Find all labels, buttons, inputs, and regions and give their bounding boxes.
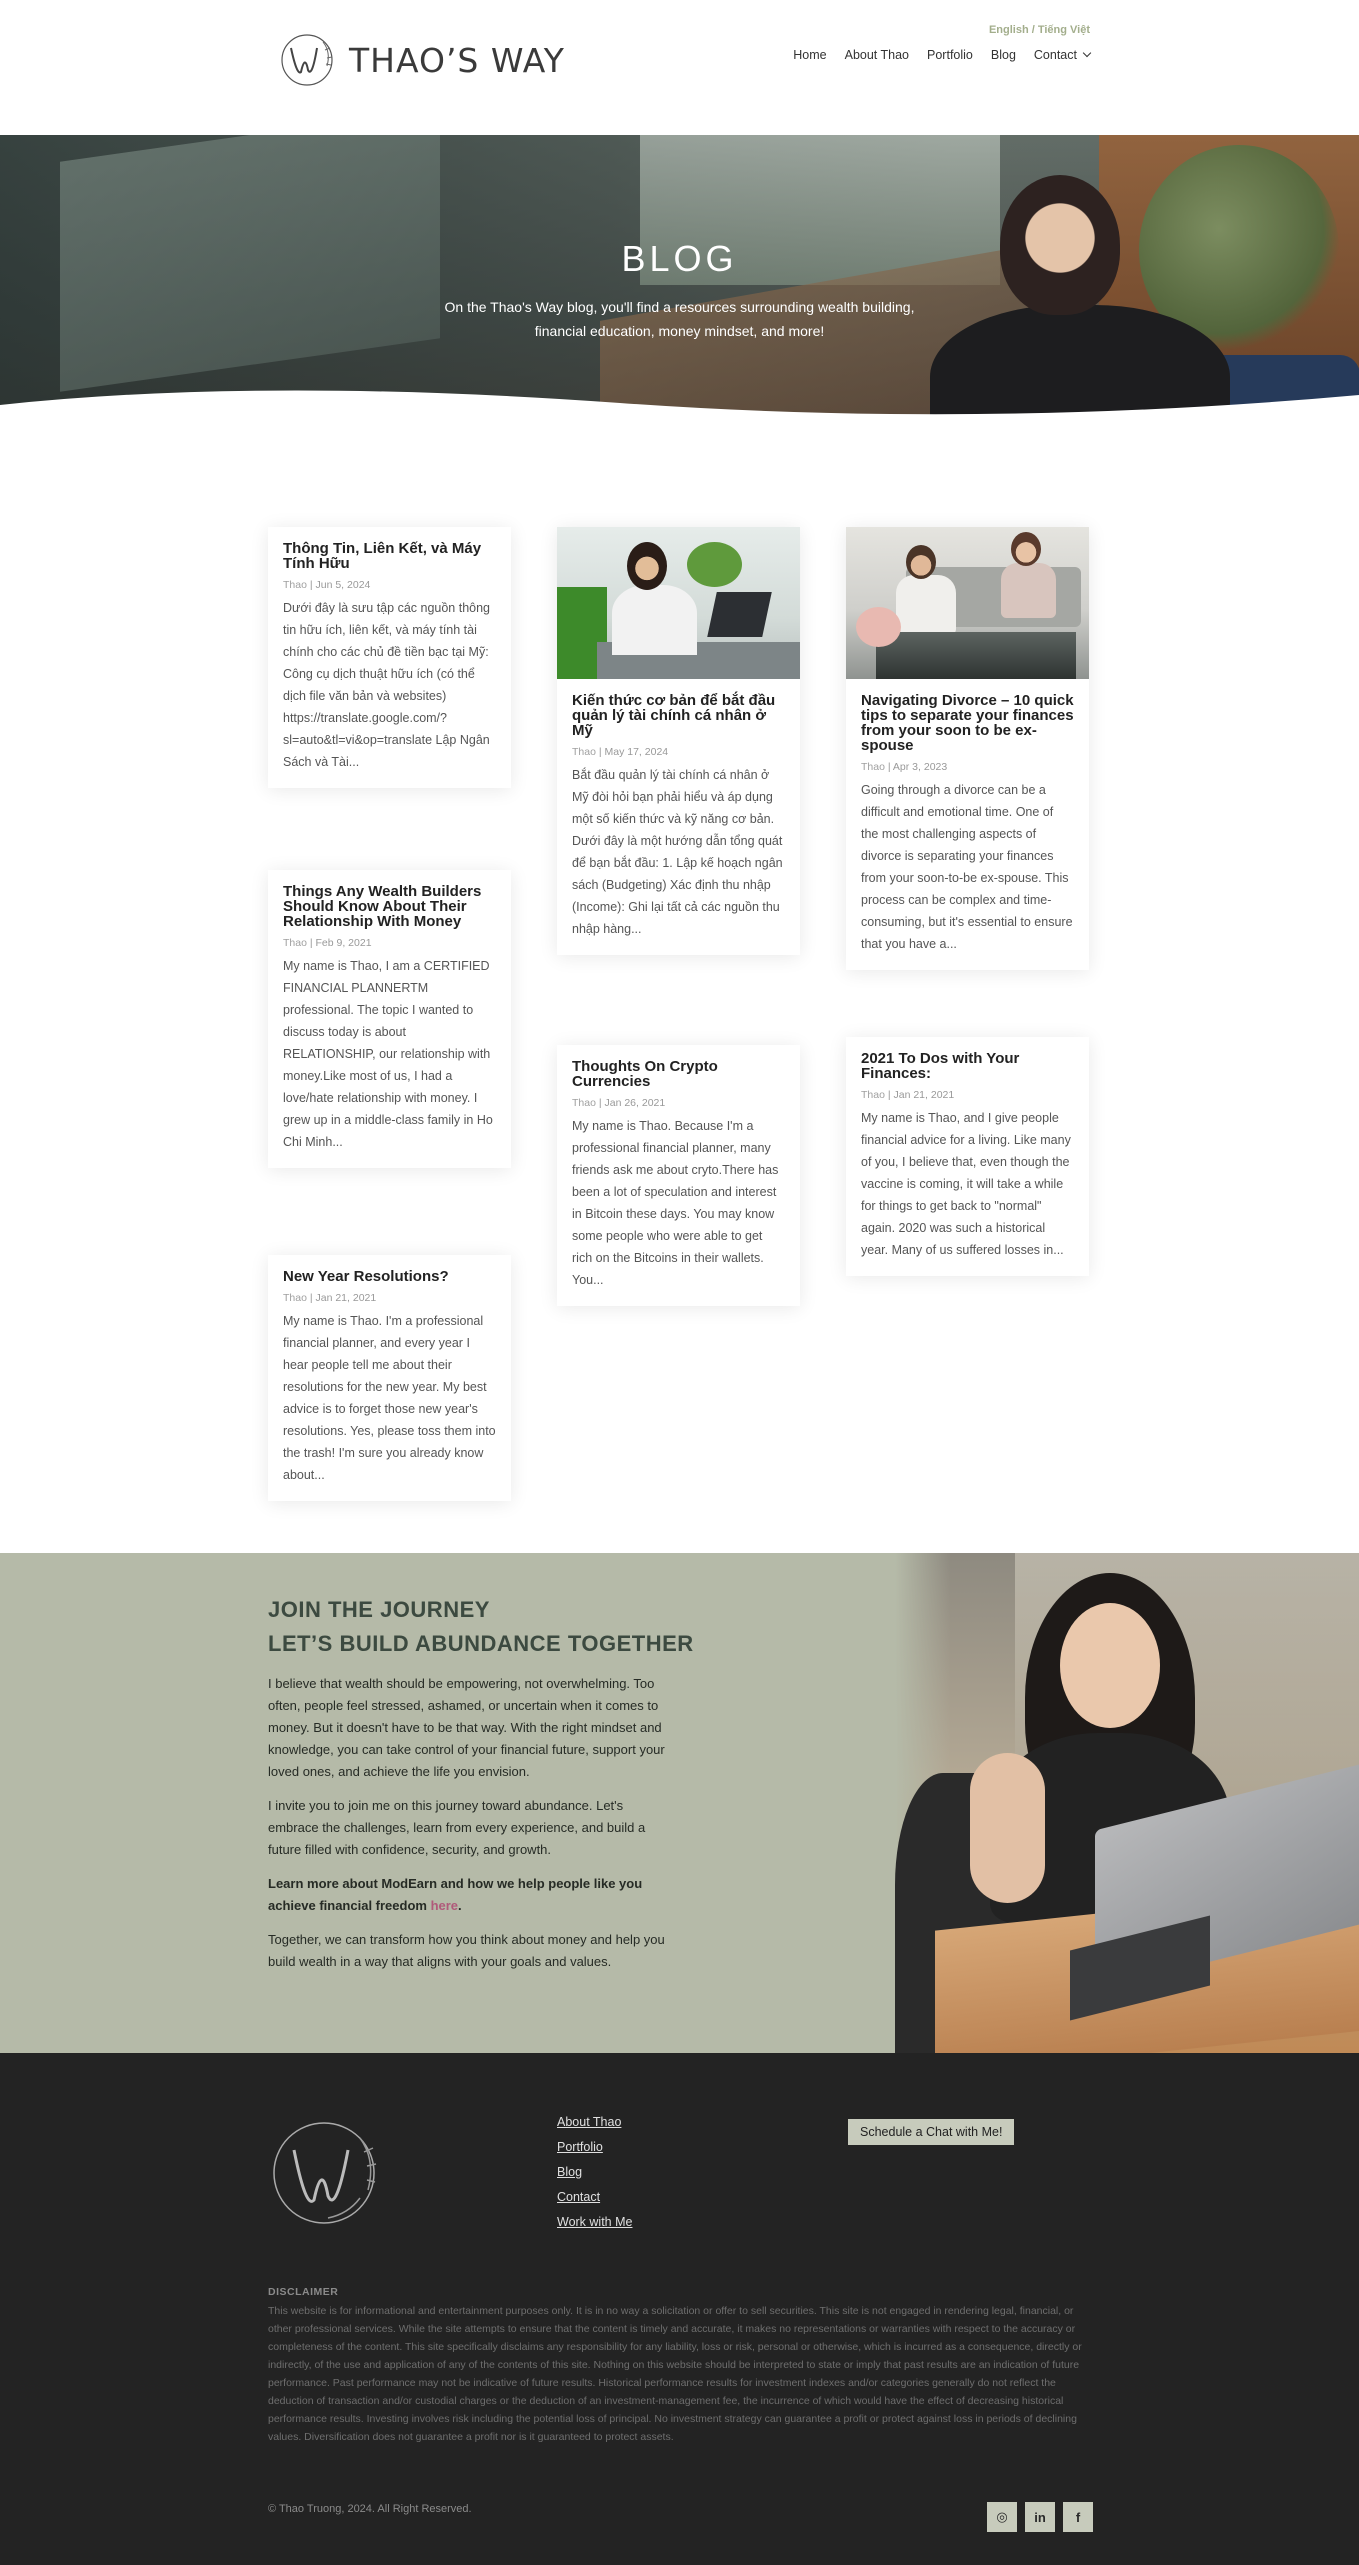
blog-card[interactable] bbox=[557, 1045, 800, 1306]
join-cta-text: Learn more about ModEarn and how we help people like you achieve financial freedom bbox=[268, 1876, 643, 1913]
nav-about-thao[interactable]: About Thao bbox=[844, 48, 910, 62]
thumb-woman-head bbox=[1011, 532, 1041, 566]
social-links bbox=[987, 2502, 1093, 2532]
hero-wave-divider bbox=[0, 381, 1359, 440]
site-header bbox=[0, 0, 1359, 135]
post-author[interactable]: Thao bbox=[283, 1292, 307, 1304]
nav-home[interactable]: Home bbox=[793, 48, 827, 62]
post-date: Jan 26, 2021 bbox=[604, 1097, 666, 1109]
post-meta: Thao | Jan 21, 2021 bbox=[861, 1089, 955, 1101]
nav-blog[interactable]: Blog bbox=[990, 48, 1016, 62]
instagram-icon[interactable]: ◎ bbox=[987, 2502, 1017, 2532]
chevron-down-icon bbox=[1083, 49, 1091, 57]
post-excerpt: My name is Thao. Because I'm a professional financial planner, many friends ask me about cryto.There has been a lot of speculation and interest in Bitcoin these days. You may know some people who were able to get rich on the Bitcoins in their wallets. You... bbox=[572, 1119, 779, 1287]
copyright: © Thao Truong, 2024. All Right Reserved. bbox=[268, 2503, 472, 2515]
post-excerpt: Going through a divorce can be a difficult and emotional time. One of the most challenging aspects of divorce is separating your finances from your soon-to-be ex-spouse. This process can be complex and time-consuming, but it's essential to ensure that you have a... bbox=[861, 783, 1073, 951]
post-meta: Thao | May 17, 2024 bbox=[572, 746, 669, 758]
post-date: Jun 5, 2024 bbox=[315, 579, 371, 591]
logo-w-icon bbox=[277, 32, 339, 88]
thumb-man-body bbox=[896, 575, 956, 635]
join-cta-end: . bbox=[458, 1898, 462, 1913]
post-excerpt: Bắt đầu quản lý tài chính cá nhân ở Mỹ đòi hỏi bạn phải hiểu và áp dụng một số kiến thức và kỹ năng cơ bản. Dưới đây là một hướng dẫn tổng quát để bạn bắt đầu: 1. Lập kế hoạch ngân sách (Budgeting) Xác định thu nhập (Income): Ghi lại tất cả các nguồn thu nhập hàng... bbox=[572, 768, 783, 936]
post-thumbnail[interactable] bbox=[846, 527, 1089, 679]
blog-card[interactable] bbox=[846, 1037, 1089, 1276]
post-author[interactable]: Thao bbox=[283, 937, 307, 949]
post-thumbnail[interactable] bbox=[557, 527, 800, 679]
facebook-icon[interactable]: f bbox=[1063, 2502, 1093, 2532]
thumb-plant bbox=[687, 542, 742, 587]
post-date: May 17, 2024 bbox=[604, 746, 669, 758]
site-footer bbox=[0, 2053, 1359, 2565]
hero-banner bbox=[0, 135, 1359, 440]
post-date: Feb 9, 2021 bbox=[315, 937, 372, 949]
blog-card[interactable] bbox=[268, 1255, 511, 1501]
join-photo bbox=[895, 1553, 1359, 2053]
join-paragraph: Together, we can transform how you think about money and help you build wealth in a way that aligns with your goals and values. bbox=[268, 1932, 665, 1969]
post-title[interactable]: 2021 To Dos with Your Finances: bbox=[861, 1050, 1020, 1082]
blog-grid bbox=[0, 440, 1359, 1553]
post-author[interactable]: Thao bbox=[572, 746, 596, 758]
language-switch[interactable]: English / Tiếng Việt bbox=[988, 24, 1090, 36]
thumb-flowers bbox=[856, 607, 901, 647]
schedule-chat-button[interactable]: Schedule a Chat with Me! bbox=[848, 2119, 1014, 2145]
hero-subtitle-line-1: On the Thao's Way blog, you'll find a resources surrounding wealth building, bbox=[444, 299, 915, 315]
blog-card[interactable] bbox=[268, 870, 511, 1168]
post-meta: Thao | Jun 5, 2024 bbox=[283, 579, 371, 591]
join-heading-line-2: LET’S BUILD ABUNDANCE TOGETHER bbox=[268, 1631, 694, 1656]
thumb-laptop bbox=[707, 592, 772, 637]
post-date: Apr 3, 2023 bbox=[892, 761, 948, 773]
footer-link-about-thao[interactable]: About Thao bbox=[557, 2115, 622, 2129]
footer-link-work-with-me[interactable]: Work with Me bbox=[557, 2215, 633, 2229]
post-title[interactable]: Thông Tin, Liên Kết, và Máy Tính Hữu bbox=[283, 540, 482, 572]
post-author[interactable]: Thao bbox=[283, 579, 307, 591]
footer-nav bbox=[557, 2115, 632, 2229]
here-link[interactable]: here bbox=[430, 1898, 459, 1913]
hero-subtitle bbox=[0, 295, 1359, 343]
post-date: Jan 21, 2021 bbox=[315, 1292, 377, 1304]
thumb-woman-body bbox=[1001, 563, 1056, 618]
join-paragraph: I believe that wealth should be empowering, not overwhelming. Too often, people feel stressed, ashamed, or uncertain when it comes to money. But it doesn't have to be that way. With the right mindset and knowledge, you can take control of your financial future, support your loved ones, and achieve the life you envision. bbox=[268, 1676, 665, 1779]
thumb-table bbox=[876, 632, 1076, 679]
page-title: BLOG bbox=[621, 238, 738, 279]
logo-text: THAO’S WAY bbox=[349, 40, 565, 80]
footer-link-portfolio[interactable]: Portfolio bbox=[557, 2140, 603, 2154]
disclaimer-text: This website is for informational and entertainment purposes only. It is in no way a solicitation or offer to sell securities. This site is not engaged in rendering legal, financial, or other professional services. While the site attempts to ensure that the content is timely and accurate, it makes no representations or warranties with respect to the accuracy or completeness of the content. This site specifically disclaims any responsibility for any liability, loss or risk, personal or otherwise, which is incurred as a consequence, directly or indirectly, of the use and application of any of the contents of this site. Nothing on this website should be interpreted to state or imply that past results are an indication of future performance. Past performance may not be indicative of future results. Historical performance results for investment indexes and/or categories generally do not reflect the deduction of transaction and/or custodial charges or the deduction of an investment-management fee, the incurrence of which would have the effect of decreasing historical performance results. Investing involves risk including the potential loss of principal. No investment strategy can guarantee a profit or protect against loss in periods of declining values. Diversification does not guarantee a profit nor is it guaranteed to protect assets. bbox=[268, 2305, 1082, 2443]
post-meta: Thao | Feb 9, 2021 bbox=[283, 937, 372, 949]
hero-subtitle-line-2: financial education, money mindset, and more! bbox=[534, 323, 825, 339]
photo-face bbox=[1060, 1603, 1160, 1728]
main-nav bbox=[793, 48, 1090, 62]
photo-arm bbox=[970, 1753, 1045, 1903]
post-excerpt: Dưới đây là sưu tập các nguồn thông tin hữu ích, liên kết, và máy tính tài chính cho các chủ đề tiền bạc tại Mỹ: Công cụ dịch thuật hữu ích (có thể dịch file văn bản và websites) https://translate.google.com/?sl=auto&tl=vi&op=translate Lập Ngân Sách và Tài... bbox=[283, 601, 491, 769]
post-title[interactable]: Thoughts On Crypto Currencies bbox=[572, 1058, 718, 1090]
join-heading bbox=[268, 1593, 694, 1661]
post-excerpt: My name is Thao, and I give people financial advice for a living. Like many of you, I believe that, even though the vaccine is coming, it will take a while for things to get back to "normal" again. 2020 was such a historical year. Many of us suffered losses in... bbox=[861, 1111, 1071, 1257]
nav-contact-label: Contact bbox=[1033, 48, 1077, 62]
post-meta: Thao | Jan 21, 2021 bbox=[283, 1292, 377, 1304]
post-author[interactable]: Thao bbox=[861, 1089, 885, 1101]
join-section bbox=[0, 1553, 1359, 2053]
join-paragraph: I invite you to join me on this journey toward abundance. Let's embrace the challenges, learn from every experience, and build a future filled with confidence, security, and growth. bbox=[268, 1798, 646, 1857]
post-author[interactable]: Thao bbox=[861, 761, 885, 773]
post-meta: Thao | Jan 26, 2021 bbox=[572, 1097, 666, 1109]
linkedin-icon[interactable]: in bbox=[1025, 2502, 1055, 2532]
post-title[interactable]: Kiến thức cơ bản để bắt đầu quản lý tài chính cá nhân ở Mỹ bbox=[572, 692, 776, 739]
thumb-man-head bbox=[906, 545, 936, 579]
blog-card[interactable] bbox=[846, 527, 1089, 970]
thumb-person-body bbox=[612, 585, 697, 655]
post-title[interactable]: New Year Resolutions? bbox=[283, 1268, 449, 1285]
nav-portfolio[interactable]: Portfolio bbox=[927, 48, 973, 62]
blog-card[interactable] bbox=[557, 527, 800, 955]
join-body bbox=[268, 1673, 668, 1985]
footer-link-contact[interactable]: Contact bbox=[557, 2190, 601, 2204]
post-date: Jan 21, 2021 bbox=[893, 1089, 955, 1101]
join-paragraph-cta bbox=[268, 1873, 668, 1917]
post-excerpt: My name is Thao, I am a CERTIFIED FINANCIAL PLANNERTM professional. The topic I wanted to discuss today is about RELATIONSHIP, our relationship with money.Like most of us, I had a love/hate relationship with money. I grew up in a middle-class family in Ho Chi Minh... bbox=[283, 959, 493, 1149]
post-excerpt: My name is Thao. I'm a professional financial planner, and every year I hear people tell me about their resolutions for the new year. My best advice is to forget those new year's resolutions. Yes, please toss them into the trash! I'm sure you already know about... bbox=[283, 1314, 496, 1482]
nav-contact[interactable] bbox=[1034, 48, 1090, 62]
footer-logo-icon[interactable] bbox=[268, 2118, 388, 2228]
footer-link-blog[interactable]: Blog bbox=[557, 2165, 583, 2179]
post-meta: Thao | Apr 3, 2023 bbox=[861, 761, 948, 773]
post-author[interactable]: Thao bbox=[572, 1097, 596, 1109]
join-heading-line-1: JOIN THE JOURNEY bbox=[268, 1597, 490, 1622]
disclaimer-title: DISCLAIMER bbox=[268, 2286, 339, 2298]
post-title[interactable]: Navigating Divorce – 10 quick tips to separate your finances from your soon to be ex-spouse bbox=[861, 692, 1074, 754]
site-logo[interactable] bbox=[277, 32, 565, 88]
thumb-person-head bbox=[627, 542, 667, 590]
blog-card[interactable] bbox=[268, 527, 511, 788]
post-title[interactable]: Things Any Wealth Builders Should Know About Their Relationship With Money bbox=[283, 883, 482, 930]
